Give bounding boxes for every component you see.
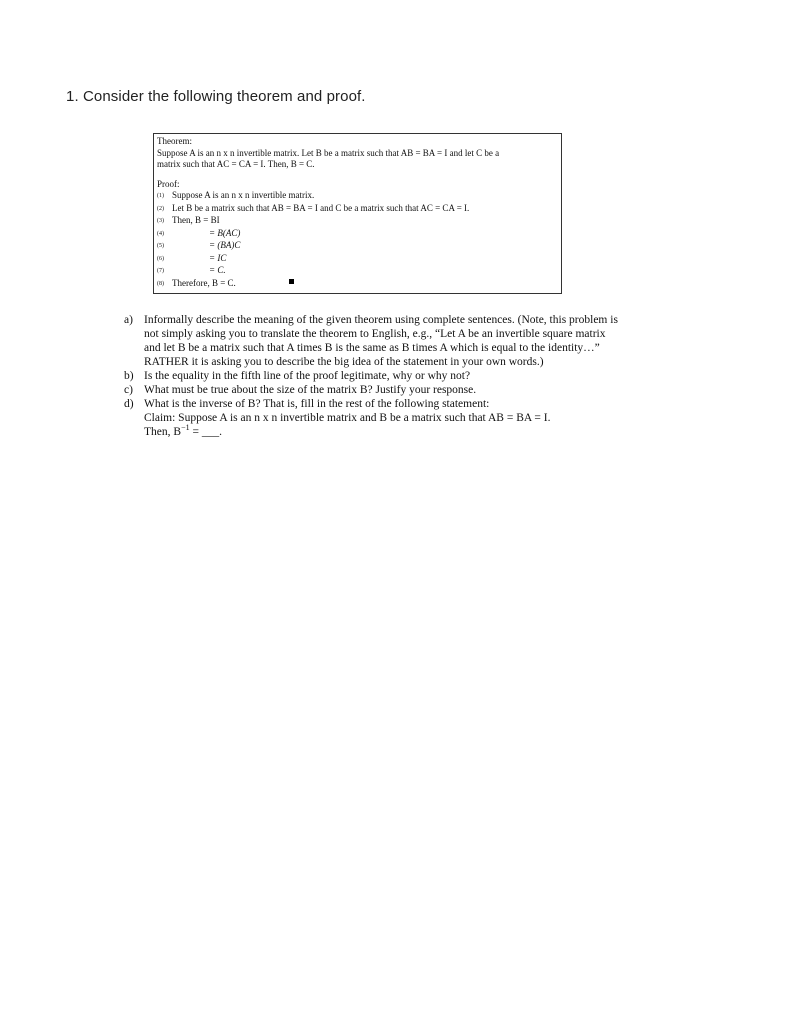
part-a <box>124 313 624 369</box>
proof-line-8 <box>157 278 558 291</box>
answer-blank: = ___. <box>189 426 222 438</box>
proof-line-number: (5) <box>157 243 164 249</box>
part-text: What must be true about the size of the matrix B? Justify your response. <box>144 384 477 396</box>
proof-line-1 <box>157 190 558 203</box>
filled-square-icon <box>289 279 294 284</box>
fill-in-statement <box>144 425 624 439</box>
question-parts <box>124 313 624 439</box>
part-label: d) <box>124 398 134 410</box>
proof-line-number: (4) <box>157 230 164 237</box>
proof-line-text: = IC <box>209 252 227 263</box>
proof-line-text: = B(AC) <box>209 227 241 238</box>
proof-line-text: Suppose A is an n x n invertible matrix. <box>172 190 315 200</box>
proof-line-3 <box>157 215 558 228</box>
inverse-superscript: −1 <box>181 423 190 433</box>
proof-line-number: (8) <box>157 280 164 287</box>
part-text: Informally describe the meaning of the given theorem using complete sentences. (Note, this problem is not simply asking you to translate the theorem to English, e.g., “Let A be an invertible square matrix and let B be a matrix such that A times B is the same as B times A which is equal to the identity…” RATHER it is asking you to describe the big idea of the statement in your own words.) <box>144 314 618 368</box>
part-text: Is the equality in the fifth line of the proof legitimate, why or why not? <box>144 370 471 382</box>
part-label: a) <box>124 314 133 326</box>
proof-line-5 <box>157 240 558 253</box>
proof-line-text: Let B be a matrix such that AB = BA = I and C be a matrix such that AC = CA = I. <box>172 202 470 213</box>
proof-line-text: = C. <box>209 265 226 275</box>
proof-line-6 <box>157 253 558 266</box>
proof-line-text: Then, B = BI <box>172 215 220 225</box>
theorem-line-1: Suppose A is an n x n invertible matrix. Let B be a matrix such that AB = BA = I and let C be a <box>157 147 500 158</box>
proof-line-4 <box>157 228 558 241</box>
part-b <box>124 369 624 383</box>
proof-line-number: (7) <box>157 268 164 274</box>
then-text: Then, B <box>144 426 182 438</box>
proof-heading: Proof: <box>157 178 180 189</box>
proof-line-number: (2) <box>157 205 164 212</box>
theorem-heading: Theorem: <box>157 136 192 146</box>
theorem-proof-box <box>153 133 562 294</box>
proof-line-text: Therefore, B = C. <box>172 277 236 288</box>
proof-line-7 <box>157 265 558 278</box>
theorem-line-2: matrix such that AC = CA = I. Then, B = C. <box>157 159 315 169</box>
proof-line-number: (6) <box>157 255 164 262</box>
part-label: c) <box>124 384 133 396</box>
part-text: What is the inverse of B? That is, fill in the rest of the following statement: <box>144 398 490 410</box>
proof-line-2 <box>157 203 558 216</box>
proof-line-number: (1) <box>157 193 164 199</box>
proof-line-text: = (BA)C <box>209 240 241 250</box>
part-label: b) <box>124 370 134 382</box>
part-d <box>124 397 624 439</box>
proof-line-number: (3) <box>157 218 164 224</box>
claim-statement: Claim: Suppose A is an n x n invertible matrix and B be a matrix such that AB = BA = I. <box>144 412 551 424</box>
question-title: 1. Consider the following theorem and proof. <box>66 88 366 105</box>
part-c <box>124 383 624 397</box>
